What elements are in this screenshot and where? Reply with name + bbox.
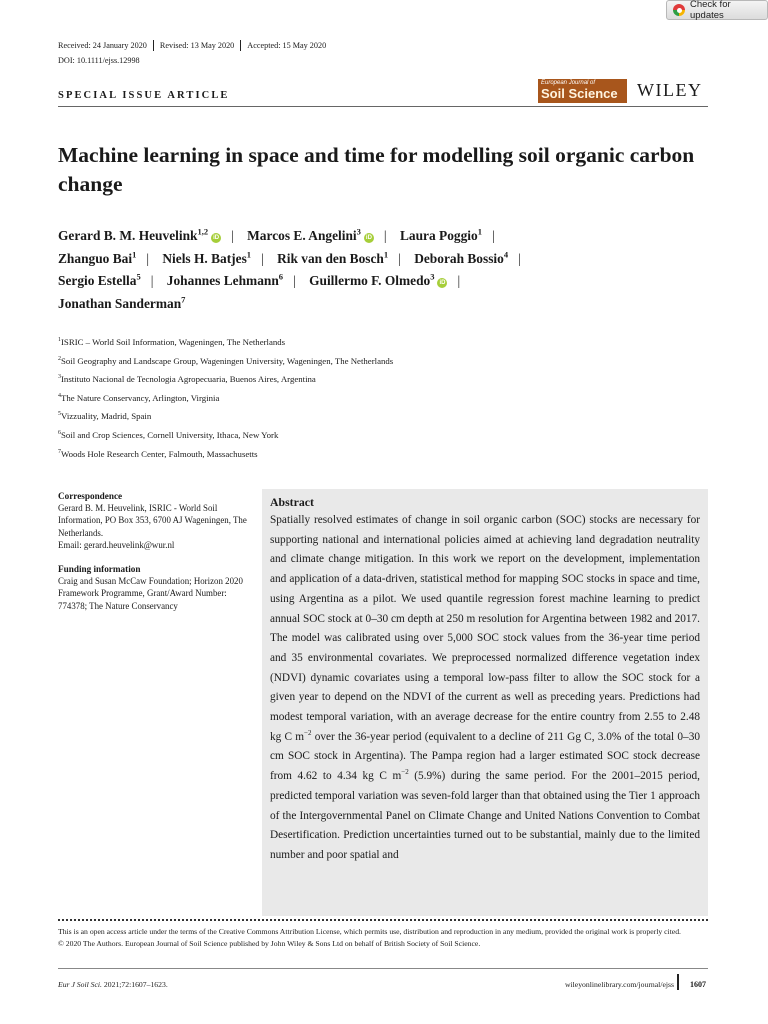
- author[interactable]: Rik van den Bosch$^1$: [277, 249, 389, 266]
- crossmark-icon: [673, 4, 685, 16]
- journal-logo-big-text: Soil Science: [541, 86, 618, 101]
- author[interactable]: Zhanguo Bai$^1$: [58, 249, 137, 266]
- orcid-icon[interactable]: iD: [439, 280, 446, 286]
- author[interactable]: Niels H. Batjes$^1$: [162, 249, 252, 266]
- author[interactable]: Sergio Estella$^5$: [58, 271, 141, 288]
- author[interactable]: Laura Poggio$^1$: [399, 226, 482, 243]
- author[interactable]: Guillermo F. Olmedo$^3$iD: [309, 271, 446, 288]
- orcid-icon[interactable]: iD: [365, 235, 372, 241]
- article-dates: [58, 40, 326, 51]
- affiliation: $^1$ISRIC – World Soil Information, Wageningen, The Netherlands: [58, 336, 286, 347]
- affiliation: $^7$Woods Hole Research Center, Falmouth, Massachusetts: [58, 448, 258, 459]
- sidebar-info: [58, 490, 254, 612]
- date-separator: [240, 40, 241, 51]
- article-title: Machine learning in space and time for modelling soil organic carbon change: [58, 143, 695, 196]
- check-for-updates-button[interactable]: [666, 0, 768, 20]
- license-notice: [58, 926, 708, 949]
- funding-text: Craig and Susan McCaw Foundation; Horizon 2020 Framework Programme, Grant/Award Number: 774378; The Nature Conservancy: [58, 576, 243, 611]
- author[interactable]: Gerard B. M. Heuvelink$^{1,2}$iD: [58, 226, 220, 243]
- page-number-separator: [677, 974, 679, 990]
- author[interactable]: Johannes Lehmann$^6$: [166, 271, 284, 288]
- affiliation: $^6$Soil and Crop Sciences, Cornell University, Ithaca, New York: [58, 429, 279, 440]
- author[interactable]: Deborah Bossio$^4$: [414, 249, 509, 266]
- doi[interactable]: DOI: 10.1111/ejss.12998: [58, 56, 140, 65]
- footer-divider: [58, 968, 708, 969]
- check-for-updates-label: Check for updates: [689, 0, 731, 21]
- accepted-date: Accepted: 15 May 2020: [247, 41, 327, 50]
- page-number: 1607: [690, 980, 706, 989]
- author[interactable]: Marcos E. Angelini$^3$iD: [247, 226, 372, 243]
- citation: Eur J Soil Sci. 2021;72:1607–1623.: [58, 980, 168, 989]
- license-text: This is an open access article under the terms of the Creative Commons Attribution License, which permits use, distribution and reproduction in any medium, provided the original work is properly cited.: [58, 927, 681, 936]
- affiliation: $^5$Vizzuality, Madrid, Spain: [58, 411, 152, 422]
- abstract-heading: Abstract: [270, 495, 314, 509]
- header-divider: [58, 106, 708, 107]
- copyright-text: © 2020 The Authors. European Journal of Soil Science published by John Wiley & Sons Ltd on behalf of British Society of Soil Science.: [58, 938, 481, 948]
- correspondence-heading: Correspondence: [58, 491, 123, 501]
- publisher-logo[interactable]: WILEY: [637, 80, 703, 100]
- journal-url[interactable]: wileyonlinelibrary.com/journal/ejss: [564, 980, 674, 989]
- affiliation: $^3$Instituto Nacional de Tecnologia Agropecuaria, Buenos Aires, Argentina: [58, 374, 316, 385]
- funding-heading: Funding information: [58, 564, 141, 575]
- affiliation: $^4$The Nature Conservancy, Arlington, Virginia: [58, 392, 220, 403]
- date-separator: [153, 40, 154, 51]
- orcid-icon[interactable]: iD: [213, 235, 220, 241]
- affiliation-list: [58, 333, 708, 463]
- journal-logo[interactable]: [538, 79, 627, 103]
- author-list: Gerard B. M. Heuvelink$^{1,2}$iD | Marcos E. Angelini$^3$iD | Laura Poggio$^1$ | Zhanguo Bai$^1$ | Niels H. Batjes$^1$ | Rik van den Bosch$^1$ | Deborah Bossio$^4$ | Sergio Estella$^5$ | Johannes Lehmann$^6$ | Guillermo F. Olmedo$^3$iD | Jonathan Sanderman$^7$: [58, 226, 521, 311]
- received-date: Received: 24 January 2020: [58, 41, 147, 50]
- journal-logo-small-text: European Journal of: [541, 80, 596, 86]
- author[interactable]: Jonathan Sanderman$^7$: [58, 294, 186, 311]
- footnote-divider: [58, 919, 708, 921]
- section-label: SPECIAL ISSUE ARTICLE: [58, 90, 230, 101]
- affiliation: $^2$Soil Geography and Landscape Group, Wageningen University, Wageningen, The Netherlands: [58, 355, 394, 366]
- revised-date: Revised: 13 May 2020: [159, 41, 235, 50]
- correspondence-text: Gerard B. M. Heuvelink, ISRIC - World Soil Information, PO Box 353, 6700 AJ Wageningen, The Netherlands.: [58, 503, 247, 538]
- abstract-text: Spatially resolved estimates of change in soil organic carbon (SOC) stocks are necessary for supporting national and international policies aimed at achieving land degradation neutrality and climate change mitigation. In this work we report on the development, implementation and application of a data-driven, statistical method for mapping SOC stocks in space and time, using Argentina as a pilot. We used quantile regression forest machine learning to predict annual SOC stock at 0–30 cm depth at 250 m resolution for Argentina between 1982 and 2017. The model was calibrated using over 5,000 SOC stock values from the 36-year time period and 35 environmental covariates. We preprocessed normalized difference vegetation index (NDVI) dynamic covariates using a temporal low-pass filter to allow the SOC stock for a given year to depend on the NDVI of the current as well as preceding years. Predictions had modest temporal variation, with an average decrease for the entire country from 2.55 to 2.48 kg C $m^{-2}$ over the 36-year period (equivalent to a decline of 211 Gg C, 3.0% of the total 0–30 cm SOC stock in Argentina). The Pampa region had a larger estimated SOC stock decrease from 4.62 to 4.34 kg C $m^{-2}$ (5.9%) during the same period. For the 2001–2015 period, predicted temporal variation was seven-fold larger than that obtained using the Tier 1 approach of the Intergovernmental Panel on Climate Change and United Nations Convention to Combat Desertification. Prediction uncertainties turned out to be substantial, mainly due to the limited number and poor spatial and: [270, 514, 700, 861]
- abstract-box: [262, 489, 708, 916]
- correspondence-email[interactable]: Email: gerard.heuvelink@wur.nl: [58, 539, 175, 550]
